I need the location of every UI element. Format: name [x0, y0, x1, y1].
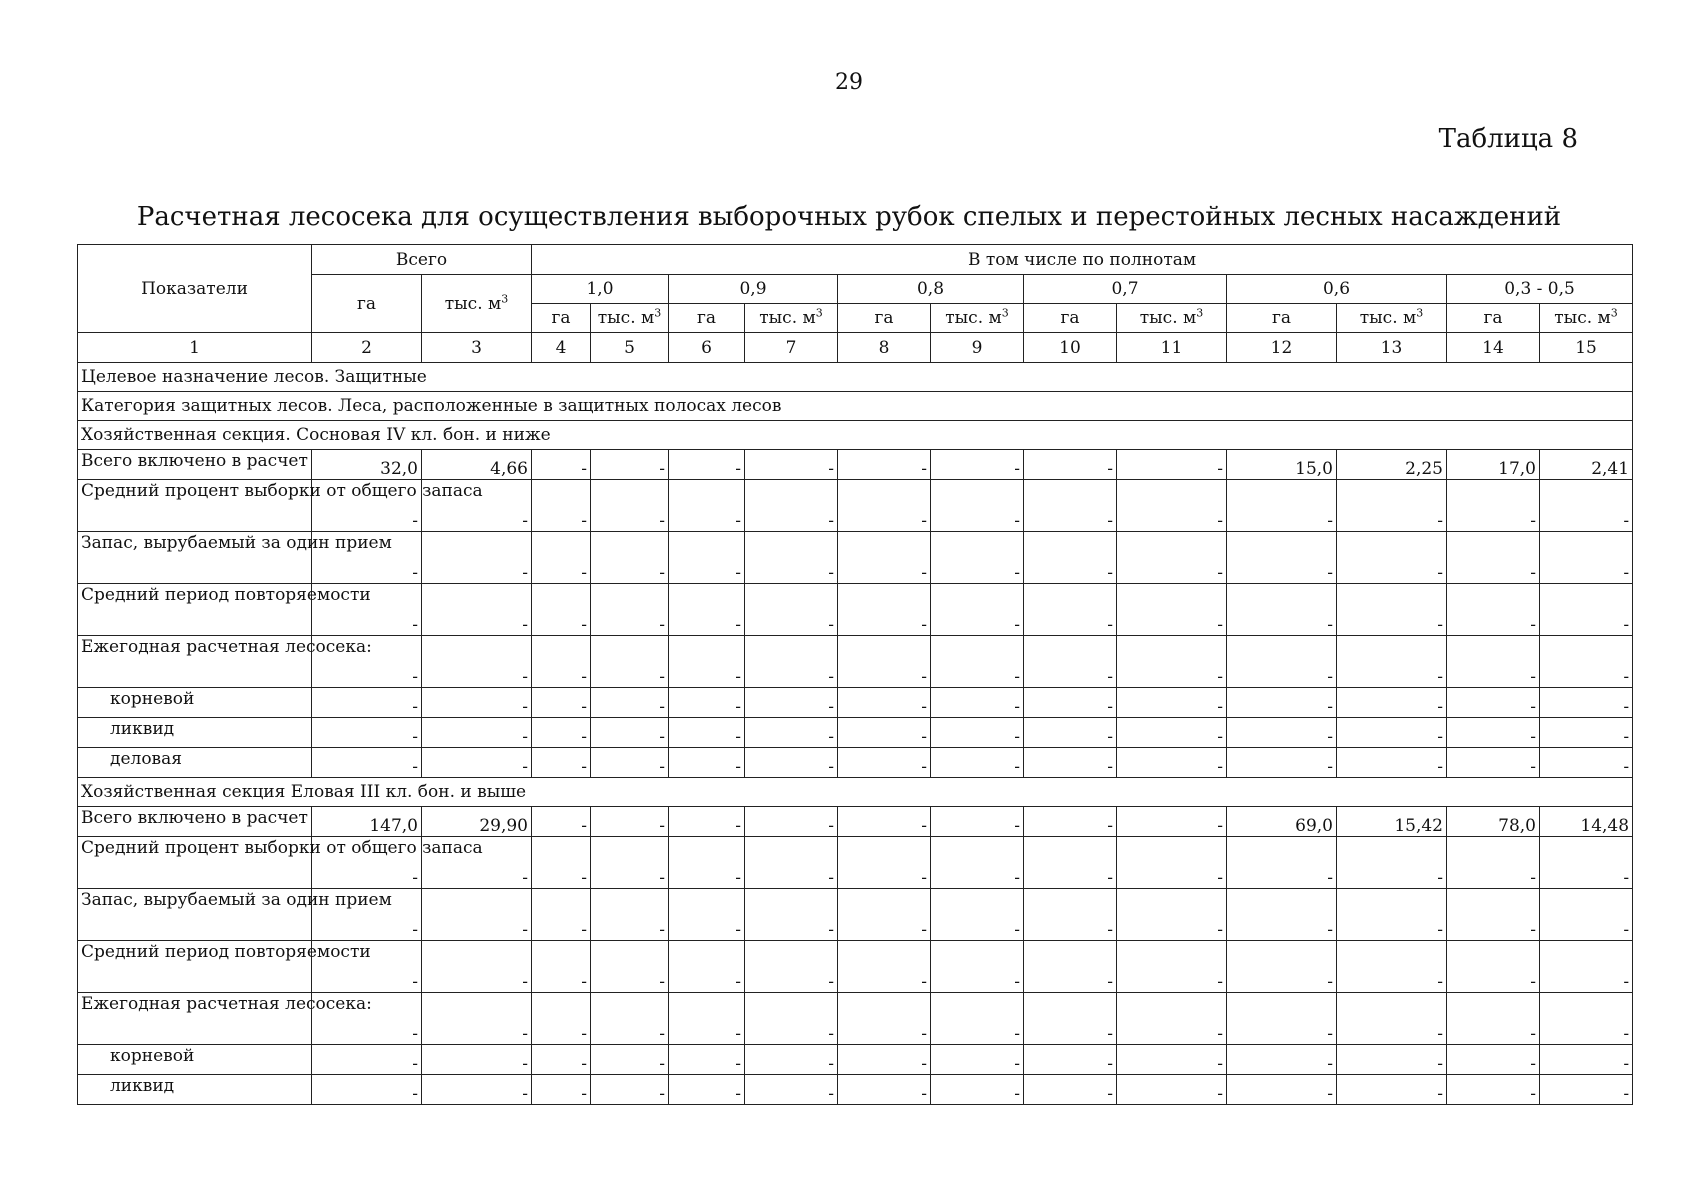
- table-cell: -: [931, 718, 1024, 748]
- table-cell: -: [1337, 889, 1447, 941]
- table-cell: -: [669, 480, 745, 532]
- header-density: 0,7: [1024, 275, 1227, 304]
- table-cell: -: [669, 889, 745, 941]
- table-cell: -: [1447, 1075, 1540, 1105]
- header-density-thous-m3: тыс. $м^3$: [745, 304, 838, 333]
- table-cell: -: [532, 837, 591, 889]
- table-cell: -: [745, 889, 838, 941]
- table-cell: 147,0: [312, 807, 422, 837]
- header-total-thous-m3: тыс. $м^3$: [422, 275, 532, 333]
- table-cell: -: [532, 450, 591, 480]
- table-cell: -: [1337, 584, 1447, 636]
- table-cell: -: [745, 450, 838, 480]
- table-cell: -: [532, 748, 591, 778]
- table-cell: 78,0: [1447, 807, 1540, 837]
- table-cell: -: [1117, 889, 1227, 941]
- section-heading-row: [78, 421, 1633, 450]
- table-cell: -: [669, 837, 745, 889]
- table-cell: -: [1337, 1045, 1447, 1075]
- table-cell: -: [931, 450, 1024, 480]
- table-cell: -: [1447, 837, 1540, 889]
- table-cell: -: [931, 688, 1024, 718]
- row-label: Средний период повторяемости: [78, 941, 312, 993]
- table-cell: -: [838, 636, 931, 688]
- table-cell: -: [931, 480, 1024, 532]
- header-density-ha: га: [1227, 304, 1337, 333]
- table-cell: -: [532, 532, 591, 584]
- table-cell: -: [1117, 748, 1227, 778]
- table-cell: -: [1337, 636, 1447, 688]
- table-cell: -: [1337, 993, 1447, 1045]
- header-density-thous-m3: тыс. $м^3$: [1117, 304, 1227, 333]
- table-cell: -: [931, 941, 1024, 993]
- column-number: 14: [1447, 333, 1540, 363]
- table-cell: -: [1117, 450, 1227, 480]
- table-cell: -: [532, 1075, 591, 1105]
- table-cell: -: [422, 1045, 532, 1075]
- table-cell: -: [838, 993, 931, 1045]
- table-row: [78, 450, 1633, 480]
- table-cell: -: [838, 889, 931, 941]
- table-cell: -: [838, 1075, 931, 1105]
- table-cell: -: [312, 584, 422, 636]
- section-heading: Хозяйственная секция Еловая III кл. бон. и выше: [78, 778, 1633, 807]
- table-cell: -: [422, 837, 532, 889]
- table-cell: -: [1540, 718, 1633, 748]
- table-cell: -: [591, 993, 669, 1045]
- header-density-thous-m3: тыс. $м^3$: [1337, 304, 1447, 333]
- header-total-ha: га: [312, 275, 422, 333]
- table-cell: -: [422, 748, 532, 778]
- table-row: [78, 532, 1633, 584]
- row-label: деловая: [78, 748, 312, 778]
- table-cell: -: [532, 1045, 591, 1075]
- table-cell: -: [312, 688, 422, 718]
- table-row: [78, 584, 1633, 636]
- row-label: Всего включено в расчет: [78, 450, 312, 480]
- table-cell: -: [422, 1075, 532, 1105]
- header-density-thous-m3: тыс. $м^3$: [591, 304, 669, 333]
- column-number-row: [78, 333, 1633, 363]
- table-cell: -: [422, 688, 532, 718]
- row-label: ликвид: [78, 718, 312, 748]
- table-row: [78, 688, 1633, 718]
- table-cell: -: [745, 688, 838, 718]
- table-row: [78, 807, 1633, 837]
- header-total: Всего: [312, 245, 532, 275]
- table-cell: -: [591, 532, 669, 584]
- table-cell: -: [591, 636, 669, 688]
- table-cell: -: [532, 480, 591, 532]
- table-cell: -: [422, 584, 532, 636]
- table-row: [78, 993, 1633, 1045]
- table-cell: -: [1540, 748, 1633, 778]
- table-cell: 69,0: [1227, 807, 1337, 837]
- row-label: Запас, вырубаемый за один прием: [78, 889, 312, 941]
- header-indicators: Показатели: [78, 245, 312, 333]
- table-cell: -: [312, 889, 422, 941]
- table-row: [78, 636, 1633, 688]
- table-cell: -: [1117, 993, 1227, 1045]
- table-cell: -: [1024, 807, 1117, 837]
- table-cell: -: [422, 718, 532, 748]
- table-cell: -: [422, 941, 532, 993]
- table-body: [78, 333, 1633, 1105]
- table-cell: -: [312, 480, 422, 532]
- header-density: 0,6: [1227, 275, 1447, 304]
- table-cell: -: [1024, 1045, 1117, 1075]
- table-cell: -: [1227, 532, 1337, 584]
- table-cell: -: [931, 889, 1024, 941]
- table-row: [78, 889, 1633, 941]
- table-cell: -: [591, 718, 669, 748]
- table-cell: -: [1227, 748, 1337, 778]
- table-cell: -: [1447, 584, 1540, 636]
- allowable-cut-table: [77, 244, 1633, 1105]
- row-label: Ежегодная расчетная лесосека:: [78, 636, 312, 688]
- table-cell: -: [1227, 718, 1337, 748]
- table-cell: -: [591, 941, 669, 993]
- table-cell: -: [1117, 718, 1227, 748]
- header-density-ha: га: [669, 304, 745, 333]
- section-heading-row: [78, 778, 1633, 807]
- table-cell: -: [669, 807, 745, 837]
- table-cell: -: [591, 748, 669, 778]
- table-cell: -: [838, 480, 931, 532]
- row-label: Средний процент выборки от общего запаса: [78, 837, 312, 889]
- table-cell: -: [532, 807, 591, 837]
- column-number: 1: [78, 333, 312, 363]
- table-cell: 15,42: [1337, 807, 1447, 837]
- table-cell: -: [422, 480, 532, 532]
- table-cell: -: [591, 1045, 669, 1075]
- table-cell: 32,0: [312, 450, 422, 480]
- table-cell: -: [1024, 450, 1117, 480]
- table-cell: -: [745, 636, 838, 688]
- table-cell: -: [1337, 688, 1447, 718]
- table-row: [78, 837, 1633, 889]
- table-row: [78, 718, 1633, 748]
- table-cell: -: [591, 1075, 669, 1105]
- table-cell: -: [1227, 837, 1337, 889]
- table-cell: -: [591, 584, 669, 636]
- table-cell: -: [669, 748, 745, 778]
- table-cell: -: [931, 1045, 1024, 1075]
- column-number: 7: [745, 333, 838, 363]
- column-number: 6: [669, 333, 745, 363]
- table-cell: 29,90: [422, 807, 532, 837]
- table-cell: -: [1117, 941, 1227, 993]
- table-cell: -: [1117, 480, 1227, 532]
- table-cell: -: [1117, 584, 1227, 636]
- header-density-thous-m3: тыс. $м^3$: [931, 304, 1024, 333]
- table-cell: -: [1227, 688, 1337, 718]
- table-label: Таблица 8: [1438, 124, 1578, 154]
- table-cell: -: [1540, 532, 1633, 584]
- table-cell: -: [1540, 584, 1633, 636]
- row-label: корневой: [78, 1045, 312, 1075]
- column-number: 3: [422, 333, 532, 363]
- table-cell: -: [532, 584, 591, 636]
- column-number: 5: [591, 333, 669, 363]
- table-cell: -: [1540, 688, 1633, 718]
- table-cell: -: [1117, 1075, 1227, 1105]
- table-cell: -: [1447, 889, 1540, 941]
- table-cell: -: [1024, 636, 1117, 688]
- table-cell: -: [838, 718, 931, 748]
- table-cell: -: [1540, 636, 1633, 688]
- page-number: 29: [835, 70, 863, 95]
- table-row: [78, 1045, 1633, 1075]
- table-cell: -: [1117, 636, 1227, 688]
- table-cell: -: [1227, 584, 1337, 636]
- table-cell: -: [532, 718, 591, 748]
- table-cell: -: [312, 718, 422, 748]
- table-cell: -: [669, 1075, 745, 1105]
- row-label: корневой: [78, 688, 312, 718]
- section-heading: Категория защитных лесов. Леса, расположенные в защитных полосах лесов: [78, 392, 1633, 421]
- table-cell: -: [1337, 718, 1447, 748]
- table-cell: -: [532, 636, 591, 688]
- table-cell: -: [1024, 889, 1117, 941]
- table-cell: -: [1024, 993, 1117, 1045]
- table-cell: -: [838, 450, 931, 480]
- table-cell: -: [838, 1045, 931, 1075]
- header-density-ha: га: [1024, 304, 1117, 333]
- table-cell: -: [669, 584, 745, 636]
- table-cell: -: [312, 636, 422, 688]
- table-cell: -: [745, 1075, 838, 1105]
- table-cell: -: [931, 807, 1024, 837]
- table-cell: -: [1540, 889, 1633, 941]
- column-number: 10: [1024, 333, 1117, 363]
- table-cell: -: [669, 450, 745, 480]
- table-cell: -: [1227, 941, 1337, 993]
- table-cell: -: [1337, 480, 1447, 532]
- table-cell: -: [1024, 584, 1117, 636]
- table-cell: -: [1337, 837, 1447, 889]
- column-number: 13: [1337, 333, 1447, 363]
- document-title: Расчетная лесосека для осуществления выборочных рубок спелых и перестойных лесных насаждений: [136, 202, 1562, 232]
- table-cell: -: [745, 748, 838, 778]
- header-density-ha: га: [838, 304, 931, 333]
- table-row: [78, 480, 1633, 532]
- table-cell: -: [931, 748, 1024, 778]
- column-number: 15: [1540, 333, 1633, 363]
- table-row: [78, 748, 1633, 778]
- table-cell: -: [1117, 1045, 1227, 1075]
- header-density: 0,3 - 0,5: [1447, 275, 1633, 304]
- table-cell: -: [422, 993, 532, 1045]
- table-cell: -: [1447, 993, 1540, 1045]
- table-cell: -: [1117, 837, 1227, 889]
- table-cell: -: [312, 941, 422, 993]
- table-cell: -: [422, 532, 532, 584]
- table-cell: -: [591, 889, 669, 941]
- table-cell: -: [1024, 688, 1117, 718]
- header-density: 1,0: [532, 275, 669, 304]
- column-number: 2: [312, 333, 422, 363]
- table-cell: -: [1337, 748, 1447, 778]
- table-cell: -: [745, 584, 838, 636]
- table-cell: -: [1447, 480, 1540, 532]
- table-cell: -: [1024, 718, 1117, 748]
- table-cell: -: [1337, 532, 1447, 584]
- table-cell: -: [591, 837, 669, 889]
- table-cell: -: [422, 636, 532, 688]
- table-cell: 17,0: [1447, 450, 1540, 480]
- table-cell: -: [1117, 532, 1227, 584]
- table-cell: -: [1447, 688, 1540, 718]
- table-cell: -: [931, 837, 1024, 889]
- table-cell: -: [1227, 889, 1337, 941]
- column-number: 8: [838, 333, 931, 363]
- table-cell: -: [669, 688, 745, 718]
- table-cell: -: [312, 1075, 422, 1105]
- table-cell: 14,48: [1540, 807, 1633, 837]
- table-cell: -: [1447, 748, 1540, 778]
- table-cell: -: [745, 718, 838, 748]
- table-cell: -: [838, 941, 931, 993]
- header-density-ha: га: [1447, 304, 1540, 333]
- table-cell: -: [745, 993, 838, 1045]
- table-cell: -: [931, 584, 1024, 636]
- row-label: Средний процент выборки от общего запаса: [78, 480, 312, 532]
- table-cell: -: [312, 532, 422, 584]
- table-cell: -: [591, 450, 669, 480]
- table-cell: -: [838, 532, 931, 584]
- row-label: Ежегодная расчетная лесосека:: [78, 993, 312, 1045]
- row-label: Средний период повторяемости: [78, 584, 312, 636]
- table-cell: -: [1024, 532, 1117, 584]
- table-row: [78, 1075, 1633, 1105]
- section-heading: Целевое назначение лесов. Защитные: [78, 363, 1633, 392]
- header-density: 0,9: [669, 275, 838, 304]
- table-cell: -: [669, 993, 745, 1045]
- row-label: Запас, вырубаемый за один прием: [78, 532, 312, 584]
- table-cell: -: [1447, 941, 1540, 993]
- table-cell: 4,66: [422, 450, 532, 480]
- table-cell: -: [1227, 1075, 1337, 1105]
- table-cell: -: [669, 941, 745, 993]
- header-density-thous-m3: тыс. $м^3$: [1540, 304, 1633, 333]
- row-label: Всего включено в расчет: [78, 807, 312, 837]
- table-cell: -: [1337, 941, 1447, 993]
- table-cell: -: [745, 837, 838, 889]
- table-cell: -: [1117, 688, 1227, 718]
- table-cell: -: [1447, 718, 1540, 748]
- row-label: ликвид: [78, 1075, 312, 1105]
- table-cell: -: [1540, 480, 1633, 532]
- table-cell: -: [591, 807, 669, 837]
- table-row: [78, 941, 1633, 993]
- table-cell: -: [1540, 1075, 1633, 1105]
- table-cell: -: [312, 1045, 422, 1075]
- table-cell: -: [1024, 837, 1117, 889]
- table-cell: -: [931, 1075, 1024, 1105]
- table-cell: -: [1540, 941, 1633, 993]
- table-cell: -: [745, 532, 838, 584]
- column-number: 12: [1227, 333, 1337, 363]
- table-cell: -: [532, 688, 591, 718]
- section-heading-row: [78, 363, 1633, 392]
- table-cell: -: [1337, 1075, 1447, 1105]
- table-cell: 2,41: [1540, 450, 1633, 480]
- table-cell: -: [1227, 636, 1337, 688]
- table-cell: -: [1540, 1045, 1633, 1075]
- header-including-by-density: В том числе по полнотам: [532, 245, 1633, 275]
- table-cell: -: [1447, 636, 1540, 688]
- table-cell: -: [931, 993, 1024, 1045]
- table-cell: -: [1227, 480, 1337, 532]
- table-cell: -: [1117, 807, 1227, 837]
- table-cell: -: [591, 480, 669, 532]
- table-cell: -: [745, 941, 838, 993]
- table-cell: -: [669, 532, 745, 584]
- column-number: 9: [931, 333, 1024, 363]
- table-cell: -: [1024, 941, 1117, 993]
- table-cell: -: [422, 889, 532, 941]
- column-number: 11: [1117, 333, 1227, 363]
- column-number: 4: [532, 333, 591, 363]
- table-cell: -: [312, 993, 422, 1045]
- table-cell: -: [669, 1045, 745, 1075]
- table-cell: -: [1447, 532, 1540, 584]
- table-cell: -: [312, 748, 422, 778]
- table-cell: 15,0: [1227, 450, 1337, 480]
- header-density: 0,8: [838, 275, 1024, 304]
- table-cell: -: [1024, 480, 1117, 532]
- table-header: [78, 245, 1633, 333]
- table-cell: -: [745, 1045, 838, 1075]
- table-cell: -: [745, 807, 838, 837]
- table-cell: -: [1540, 837, 1633, 889]
- table-cell: -: [312, 837, 422, 889]
- table-cell: 2,25: [1337, 450, 1447, 480]
- table-cell: -: [532, 941, 591, 993]
- table-cell: -: [838, 748, 931, 778]
- table-cell: -: [1227, 1045, 1337, 1075]
- table-cell: -: [1024, 748, 1117, 778]
- table-cell: -: [838, 837, 931, 889]
- section-heading: Хозяйственная секция. Сосновая IV кл. бон. и ниже: [78, 421, 1633, 450]
- table-cell: -: [1227, 993, 1337, 1045]
- table-cell: -: [532, 993, 591, 1045]
- table-cell: -: [931, 532, 1024, 584]
- table-cell: -: [931, 636, 1024, 688]
- table-cell: -: [532, 889, 591, 941]
- table-cell: -: [838, 807, 931, 837]
- table-cell: -: [745, 480, 838, 532]
- section-heading-row: [78, 392, 1633, 421]
- header-density-ha: га: [532, 304, 591, 333]
- table-cell: -: [1447, 1045, 1540, 1075]
- table-cell: -: [669, 718, 745, 748]
- table-cell: -: [669, 636, 745, 688]
- table-cell: -: [1540, 993, 1633, 1045]
- table-cell: -: [838, 584, 931, 636]
- table-cell: -: [1024, 1075, 1117, 1105]
- table-cell: -: [591, 688, 669, 718]
- table-cell: -: [838, 688, 931, 718]
